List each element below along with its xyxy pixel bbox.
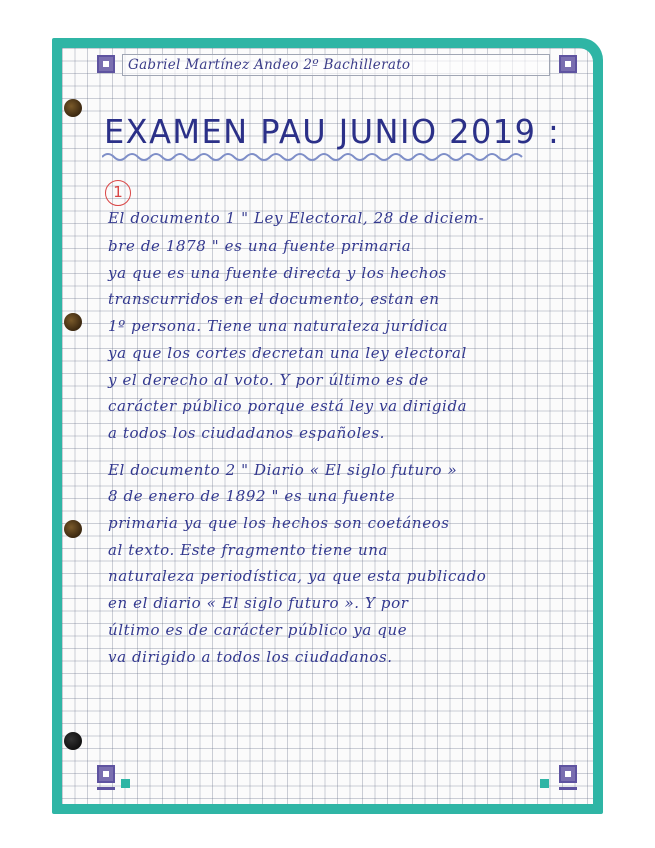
binder-hole bbox=[64, 520, 82, 538]
answer-line: El documento 2 " Diario « El siglo futuro » bbox=[108, 461, 458, 479]
answer-line: último es de carácter público ya que bbox=[108, 621, 408, 639]
title-wavy-underline bbox=[102, 150, 532, 164]
answer-line: 8 de enero de 1892 " es una fuente bbox=[108, 487, 396, 505]
answer-line: y el derecho al voto. Y por último es de bbox=[108, 371, 429, 389]
answer-line: al texto. Este fragmento tiene una bbox=[108, 541, 389, 559]
answer-line: va dirigido a todos los ciudadanos. bbox=[108, 648, 393, 666]
answer-line: bre de 1878 " es una fuente primaria bbox=[108, 237, 412, 255]
answer-line: a todos los ciudadanos españoles. bbox=[108, 424, 386, 442]
corner-marker-icon bbox=[559, 55, 577, 73]
binder-hole bbox=[64, 732, 82, 750]
corner-dot-icon bbox=[121, 779, 130, 788]
marker-bar bbox=[559, 787, 577, 790]
binder-hole bbox=[64, 99, 82, 117]
corner-marker-icon bbox=[97, 55, 115, 73]
answer-line: primaria ya que los hechos son coetáneos bbox=[108, 514, 450, 532]
answer-line: transcurridos en el documento, estan en bbox=[108, 290, 440, 308]
answer-line: 1º persona. Tiene una naturaleza jurídica bbox=[108, 317, 449, 335]
corner-dot-icon bbox=[540, 779, 549, 788]
question-number-circle: 1 bbox=[105, 180, 131, 206]
binder-hole bbox=[64, 313, 82, 331]
answer-line: en el diario « El siglo futuro ». Y por bbox=[108, 594, 409, 612]
corner-marker-icon bbox=[559, 765, 577, 783]
answer-line: ya que los cortes decretan una ley electoral bbox=[108, 344, 467, 362]
marker-bar bbox=[97, 787, 115, 790]
answer-line: El documento 1 " Ley Electoral, 28 de diciem- bbox=[108, 209, 485, 227]
answer-line: ya que es una fuente directa y los hechos bbox=[108, 264, 447, 282]
student-name-line: Gabriel Martínez Andeo 2º Bachillerato bbox=[128, 57, 411, 73]
exam-title: EXAMEN PAU JUNIO 2019 : bbox=[104, 112, 561, 151]
corner-marker-icon bbox=[97, 765, 115, 783]
answer-line: naturaleza periodística, ya que esta publicado bbox=[108, 567, 487, 585]
answer-line: carácter público porque está ley va dirigida bbox=[108, 397, 468, 415]
